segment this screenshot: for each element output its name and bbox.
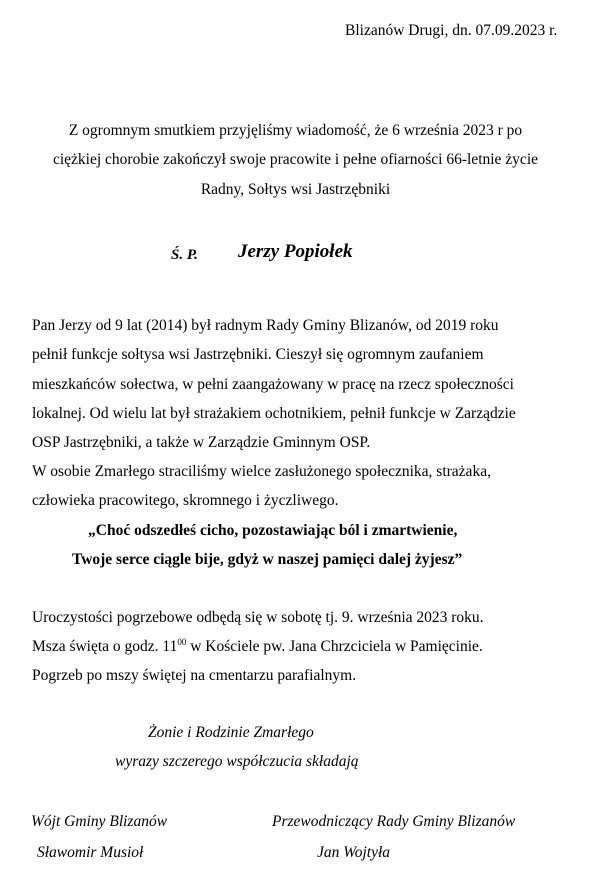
signature-right-name: Jan Wojtyła — [317, 844, 391, 861]
condolences-line-1: Żonie i Rodzinie Zmarłego — [148, 724, 314, 741]
quote-line-2: Twoje serce ciągle bije, gdyż w naszej pamięci dalej żyjesz” — [72, 551, 463, 568]
bio-line-3: mieszkańców sołectwa, w pełni zaangażowany w pracę na rzecz społeczności — [32, 376, 514, 393]
funeral-line-2-end: w Kościele pw. Jana Chrzciciela w Pamięcinie. — [186, 638, 483, 655]
signature-left-title: Wójt Gminy Blizanów — [31, 813, 168, 830]
funeral-line-3: Pogrzeb po mszy świętej na cmentarzu parafialnym. — [32, 667, 357, 684]
intro-line-1: Z ogromnym smutkiem przyjęliśmy wiadomość, że 6 września 2023 r po — [68, 122, 523, 139]
deceased-name: Jerzy Popiołek — [238, 241, 353, 262]
signature-left-name: Sławomir Musioł — [37, 844, 144, 861]
intro-line-2: ciężkiej chorobie zakończył swoje pracowite i pełne ofiarności 66-letnie życie — [52, 151, 539, 168]
place-date: Blizanów Drugi, dn. 07.09.2023 r. — [345, 22, 558, 39]
signature-right-title: Przewodniczący Rady Gminy Blizanów — [272, 813, 516, 830]
bio-line-2: pełnił funkcje sołtysa wsi Jastrzębniki. Cieszył się ogromnym zaufaniem — [32, 346, 484, 363]
funeral-line-1: Uroczystości pogrzebowe odbędą się w sobotę tj. 9. września 2023 roku. — [32, 609, 484, 626]
funeral-time-minutes: 00 — [177, 637, 187, 647]
bio-line-7: człowieka pracowitego, skromnego i życzliwego. — [32, 492, 339, 509]
bio-line-5: OSP Jastrzębniki, a także w Zarządzie Gminnym OSP. — [32, 434, 371, 451]
condolences-line-2: wyrazy szczerego współczucia składają — [115, 753, 359, 770]
funeral-line-2 — [32, 637, 483, 657]
bio-line-1: Pan Jerzy od 9 lat (2014) był radnym Rady Gminy Blizanów, od 2019 roku — [32, 317, 499, 334]
intro-line-3: Radny, Sołtys wsi Jastrzębniki — [200, 181, 391, 198]
quote-line-1: „Choć odszedłeś cicho, pozostawiając ból i zmartwienie, — [88, 522, 458, 539]
bio-line-6: W osobie Zmarłego straciliśmy wielce zasłużonego społecznika, strażaka, — [32, 463, 491, 480]
funeral-line-2-start: Msza święta o godz. 11 — [32, 638, 178, 655]
deceased-prefix: Ś. P. — [171, 247, 198, 263]
bio-line-4: lokalnej. Od wielu lat był strażakiem ochotnikiem, pełnił funkcje w Zarządzie — [32, 405, 516, 422]
